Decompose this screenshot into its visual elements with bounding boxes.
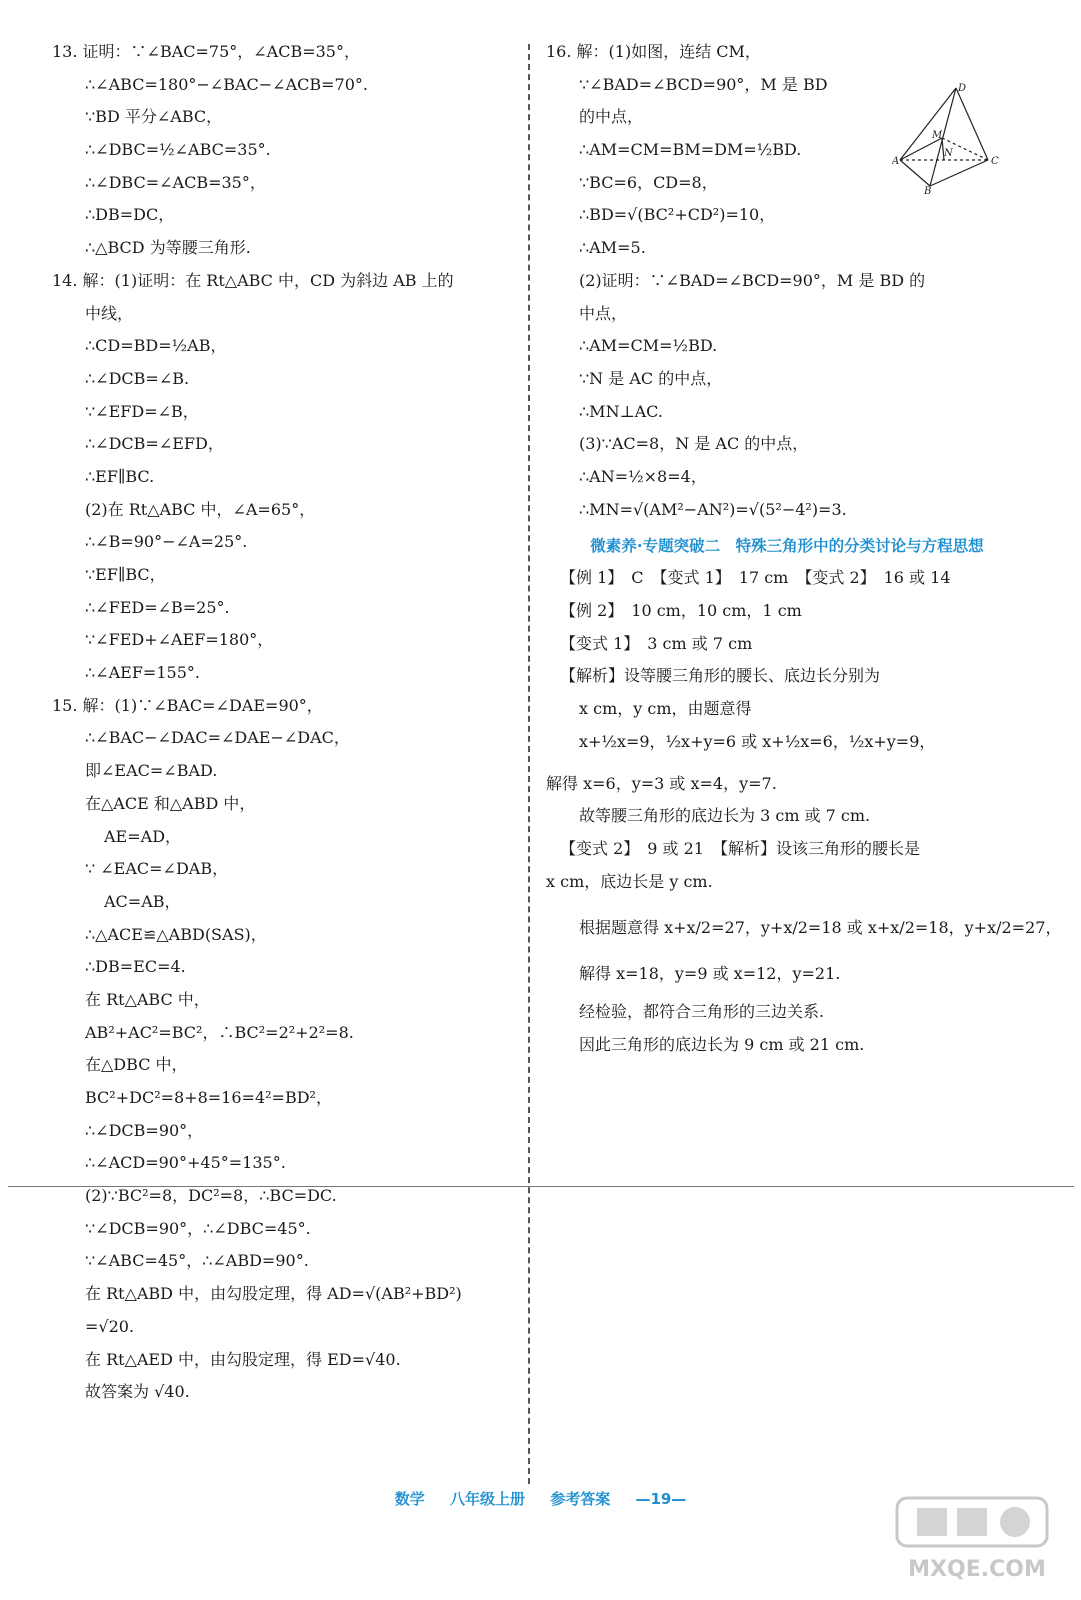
answer-line: (3)∵AC=8，N 是 AC 的中点， xyxy=(579,434,809,454)
answer-line: 故等腰三角形的底边长为 3 cm 或 7 cm. xyxy=(579,806,871,826)
answer-line: ∵∠EFD=∠B， xyxy=(85,401,199,421)
answer-line: ∴DB=EC=4. xyxy=(85,957,186,977)
answer-line: 在△DBC 中， xyxy=(85,1055,188,1075)
answer-line: x cm，y cm，由题意得 xyxy=(579,699,752,719)
answer-line: ∴∠AEF=155°. xyxy=(85,663,200,683)
answer-line: (2)∵BC²=8，DC²=8，∴BC=DC. xyxy=(85,1186,337,1206)
equation-system: x+½x=9，½x+y=6 或 x+½x=6，½x+y=9， xyxy=(579,731,936,751)
answer-line: 的中点， xyxy=(579,107,644,127)
answer-line: ∴∠FED=∠B=25°. xyxy=(85,597,230,617)
answer-line: ∴∠ACD=90°+45°=135°. xyxy=(85,1153,286,1173)
segment-am xyxy=(900,138,942,160)
label-b: B xyxy=(924,186,932,194)
tetrahedron-figure xyxy=(892,82,1004,194)
answer-line: ∴MN=√(AM²−AN²)=√(5²−4²)=3. xyxy=(579,499,847,519)
answer-line: ∴∠DBC=∠ACB=35°， xyxy=(85,172,266,192)
answer-line: 中点， xyxy=(579,303,628,323)
label-n: N xyxy=(944,148,953,159)
answer-line: 中线， xyxy=(85,303,134,323)
answer-line: ∵∠DCB=90°，∴∠DBC=45°. xyxy=(85,1218,311,1238)
label-d: D xyxy=(958,83,967,94)
answer-line: 【变式 1】 3 cm 或 7 cm xyxy=(560,633,753,653)
answer-line: 在 Rt△ABC 中， xyxy=(85,989,210,1009)
answer-line: ∴EF∥BC. xyxy=(85,466,155,486)
answer-line: ∴∠DBC=½∠ABC=35°. xyxy=(85,140,271,160)
answer-line: 经检验，都符合三角形的三边关系. xyxy=(579,1001,825,1021)
answer-line: ∴AM=5. xyxy=(579,238,646,258)
watermark-logo xyxy=(887,1494,1067,1584)
answer-line: 故答案为 √40. xyxy=(85,1382,190,1402)
answer-line: ∴AM=CM=BM=DM=½BD. xyxy=(579,140,802,160)
section-heading: 微素养·专题突破二 特殊三角形中的分类讨论与方程思想 xyxy=(590,537,984,556)
edge-ab xyxy=(900,160,930,186)
answer-line: 14. 解：(1)证明：在 Rt△ABC 中，CD 为斜边 AB 上的 xyxy=(52,270,454,290)
answer-line: (2)证明：∵∠BAD=∠BCD=90°，M 是 BD 的 xyxy=(579,270,926,290)
equation-system: 根据题意得 x+x/2=27，y+x/2=18 或 x+x/2=18，y+x/2=27， xyxy=(579,917,1062,937)
brace-line: ∵ ∠EAC=∠DAB， xyxy=(85,859,229,879)
answer-line: ∵BC=6，CD=8， xyxy=(579,172,718,192)
answer-line: =√20. xyxy=(85,1316,135,1336)
answer-line: ∵EF∥BC， xyxy=(85,565,166,584)
footer-grade: 八年级上册 xyxy=(449,1490,525,1508)
answer-line: (2)在 Rt△ABC 中，∠A=65°， xyxy=(85,499,316,519)
answer-line: ∴DB=DC， xyxy=(85,205,175,225)
answer-line: AB²+AC²=BC²，∴BC²=2²+2²=8. xyxy=(85,1022,354,1042)
answer-line: ∴MN⊥AC. xyxy=(579,401,663,421)
answer-line: 在 Rt△ABD 中，由勾股定理，得 AD=√(AB²+BD²) xyxy=(85,1284,462,1304)
answer-line: ∴∠DCB=∠EFD， xyxy=(85,434,224,454)
edge-dc xyxy=(956,88,988,160)
edge-bc xyxy=(930,160,988,186)
answer-line: ∵∠BAD=∠BCD=90°，M 是 BD xyxy=(579,74,828,94)
footer-kind: 参考答案 xyxy=(550,1490,611,1508)
right-column xyxy=(546,42,1062,1067)
answer-line: ∴△ACE≌△ABD(SAS)， xyxy=(85,924,267,944)
answer-line: ∵∠ABC=45°，∴∠ABD=90°. xyxy=(85,1251,309,1271)
watermark-text: MXQE.COM xyxy=(908,1557,1046,1582)
answer-line: x cm，底边长是 y cm. xyxy=(546,871,713,891)
answer-line: 因此三角形的底边长为 9 cm 或 21 cm. xyxy=(579,1034,865,1054)
answer-line: ∵BD 平分∠ABC， xyxy=(85,107,223,127)
left-column xyxy=(52,42,514,1415)
answer-line: 【例 2】 10 cm，10 cm，1 cm xyxy=(560,601,802,620)
answer-line: 13. 证明：∵∠BAC=75°，∠ACB=35°， xyxy=(52,42,360,61)
answer-line: 【变式 2】 9 或 21 【解析】设该三角形的腰长是 xyxy=(560,839,920,859)
answer-line: BC²+DC²=8+8=16=4²=BD²， xyxy=(85,1088,332,1107)
label-a: A xyxy=(892,156,900,167)
label-c: C xyxy=(991,156,999,167)
answer-line: ∴AN=½×8=4， xyxy=(579,466,707,486)
answer-line: ∴CD=BD=½AB， xyxy=(85,336,227,356)
answer-line: ∴∠DCB=∠B. xyxy=(85,368,190,388)
answer-line: ∴AM=CM=½BD. xyxy=(579,336,718,356)
answer-line: ∴∠ABC=180°−∠BAC−∠ACB=70°. xyxy=(85,74,368,94)
brace-line: AE=AD， xyxy=(104,826,182,846)
answer-line: 16. 解：(1)如图，连结 CM， xyxy=(546,42,761,61)
answer-line: 即∠EAC=∠BAD. xyxy=(85,761,218,781)
answer-line: 在△ACE 和△ABD 中， xyxy=(85,793,256,813)
brace-line: AC=AB， xyxy=(104,891,181,911)
answer-line: 解得 x=6，y=3 或 x=4，y=7. xyxy=(546,773,777,793)
label-m: M xyxy=(932,130,943,141)
answer-line: ∴∠DCB=90°， xyxy=(85,1120,204,1140)
answer-line: 【例 1】 C 【变式 1】 17 cm 【变式 2】 16 或 14 xyxy=(560,568,951,588)
answer-line: 【解析】设等腰三角形的腰长、底边长分别为 xyxy=(560,666,881,686)
answer-line: 15. 解：(1)∵∠BAC=∠DAE=90°， xyxy=(52,695,323,715)
footer-subject: 数学 xyxy=(394,1490,425,1508)
answer-line: 解得 x=18，y=9 或 x=12，y=21. xyxy=(579,963,841,983)
answer-line: ∴∠BAC−∠DAC=∠DAE−∠DAC， xyxy=(85,728,350,748)
column-divider xyxy=(528,44,530,1484)
answer-line: 在 Rt△AED 中，由勾股定理，得 ED=√40. xyxy=(85,1349,401,1369)
footer-page-number: —19— xyxy=(635,1490,687,1508)
answer-line: ∵N 是 AC 的中点， xyxy=(579,368,723,388)
answer-line: ∴∠B=90°−∠A=25°. xyxy=(85,532,248,552)
answer-line: ∴△BCD 为等腰三角形. xyxy=(85,238,251,258)
answer-line: ∴BD=√(BC²+CD²)=10， xyxy=(579,205,776,225)
answer-line: ∵∠FED+∠AEF=180°， xyxy=(85,630,274,650)
